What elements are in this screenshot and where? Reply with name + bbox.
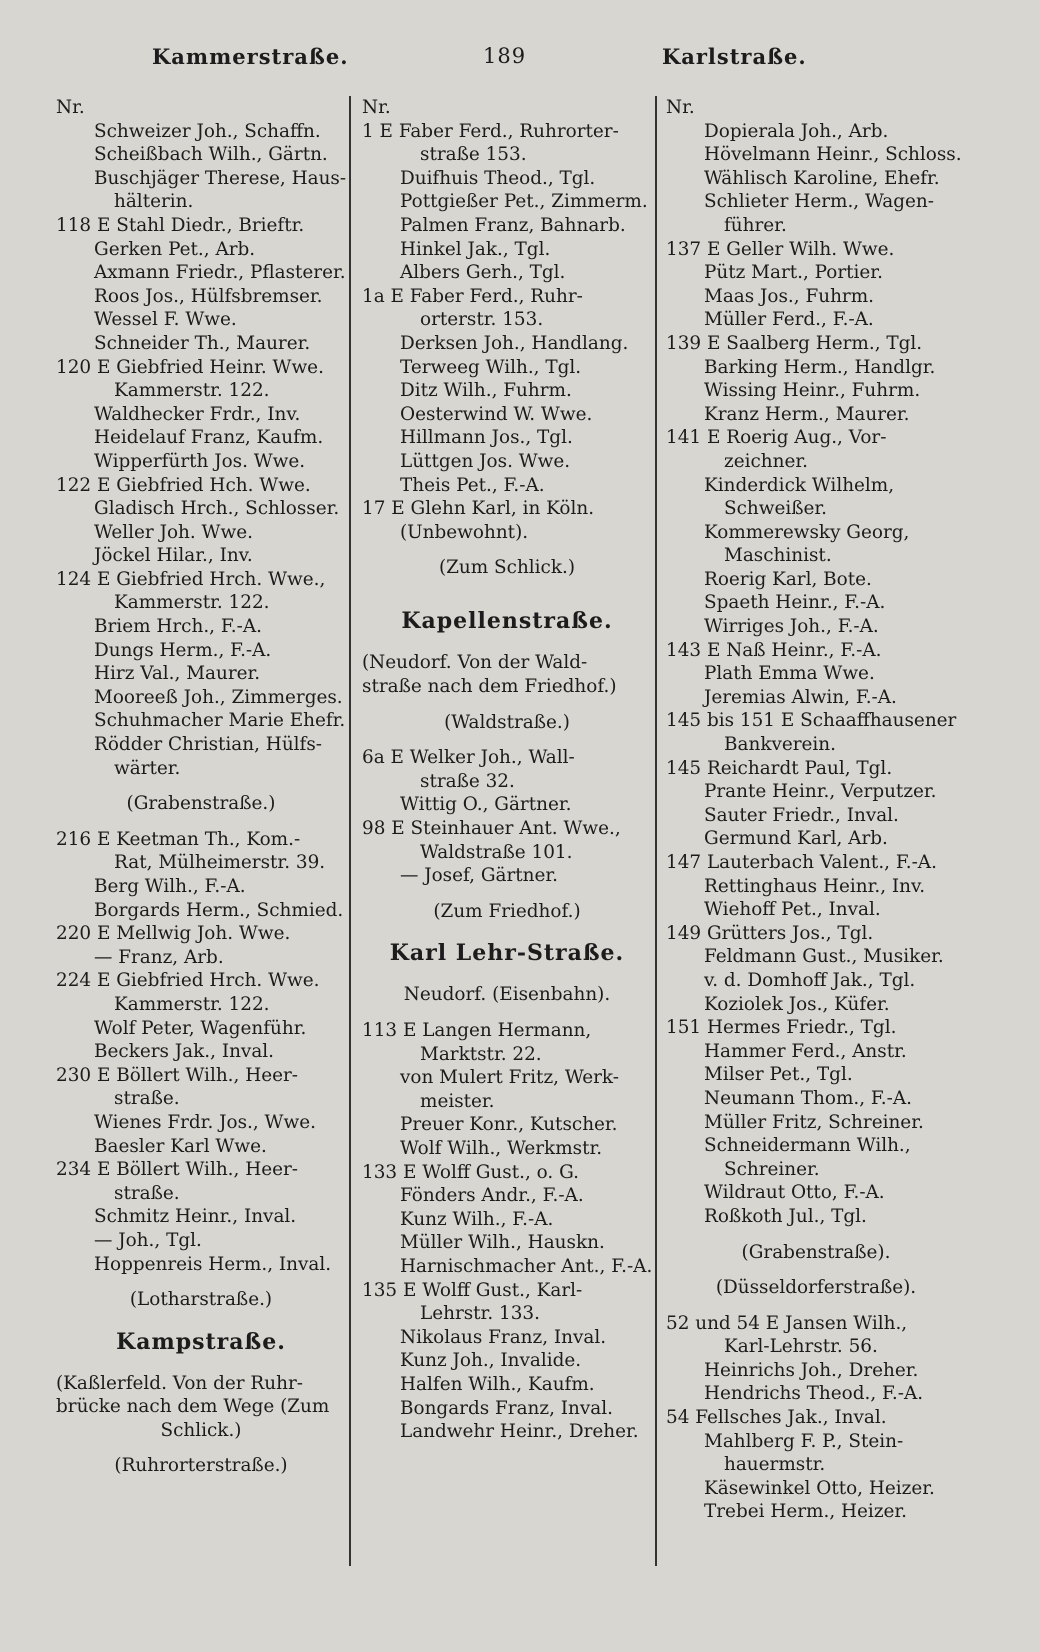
header-right-street: Karlstraße. — [662, 44, 807, 69]
entry-line: Duifhuis Theod., Tgl. — [400, 167, 596, 189]
entry-line: straße 32. — [420, 770, 515, 792]
entry-line: Borgards Herm., Schmied. — [94, 899, 344, 921]
entry-line: 151 Hermes Friedr., Tgl. — [666, 1017, 897, 1039]
entry-line: Karl-Lehrstr. 56. — [724, 1336, 878, 1358]
entry-line: 149 Grütters Jos., Tgl. — [666, 922, 874, 944]
entry-line: Axmann Friedr., Pflasterer. — [94, 262, 346, 284]
entry-line: Albers Gerh., Tgl. — [400, 262, 566, 284]
entry-line: 1a E Faber Ferd., Ruhr- — [362, 285, 583, 307]
entry-line: Kommerewsky Georg, — [704, 521, 910, 543]
entry-line: — Josef, Gärtner. — [400, 865, 559, 887]
entry-line: Gerken Pet., Arb. — [94, 238, 256, 260]
entry-line: Müller Wilh., Hauskn. — [400, 1232, 605, 1254]
entry-line: Kranz Herm., Maurer. — [704, 403, 910, 425]
entry-line: Milser Pet., Tgl. — [704, 1064, 853, 1086]
spacer — [56, 1360, 346, 1372]
entry-line: Koziolek Jos., Küfer. — [704, 993, 890, 1015]
column-2 — [362, 96, 652, 1444]
entry-line: Oesterwind W. Wwe. — [400, 403, 593, 425]
spacer — [362, 734, 652, 746]
entry-line: Spaeth Heinr., F.-A. — [704, 592, 886, 614]
entry-line: Kammerstr. 122. — [114, 592, 270, 614]
entry-line: 6a E Welker Joh., Wall- — [362, 747, 575, 769]
entry-line: meister. — [420, 1090, 495, 1112]
entry-line: orterstr. 153. — [420, 309, 544, 331]
entry-line: 234 E Böllert Wilh., Heer- — [56, 1159, 299, 1181]
entry-line: Käsewinkel Otto, Heizer. — [704, 1477, 935, 1499]
spacer — [56, 780, 346, 792]
entry-line: Mahlberg F. P., Stein- — [704, 1430, 904, 1452]
entry-line: Hirz Val., Maurer. — [94, 663, 261, 685]
entry-line: 118 E Stahl Diedr., Brieftr. — [56, 214, 305, 236]
entry-line: (Lotharstraße.) — [129, 1289, 273, 1311]
spacer — [362, 699, 652, 711]
entry-line: straße 153. — [420, 144, 527, 166]
entry-line: (Waldstraße.) — [444, 711, 570, 733]
entry-line: 17 E Glehn Karl, in Köln. — [362, 498, 595, 520]
spacer — [56, 1312, 346, 1324]
entry-line: Lüttgen Jos. Wwe. — [400, 450, 571, 472]
entry-line: Wirriges Joh., F.-A. — [704, 616, 879, 638]
header-left-street: Kammerstraße. — [152, 44, 349, 69]
spacer — [362, 1007, 652, 1019]
entry-line: Lehrstr. 133. — [420, 1303, 540, 1325]
entry-line: Schreiner. — [724, 1158, 820, 1180]
section-heading: Kapellenstraße. — [401, 608, 613, 635]
entry-line: Kammerstr. 122. — [114, 993, 270, 1015]
entry-line: Roos Jos., Hülfsbremser. — [94, 285, 323, 307]
entry-line: (Kaßlerfeld. Von der Ruhr- — [56, 1372, 303, 1394]
entry-line: Schweißer. — [724, 498, 828, 520]
entry-line: Schweizer Joh., Schaffn. — [94, 120, 321, 142]
entry-line: Landwehr Heinr., Dreher. — [400, 1421, 639, 1443]
entry-line: hauermstr. — [724, 1454, 826, 1476]
entry-line: Trebei Herm., Heizer. — [704, 1501, 908, 1523]
entry-line: 145 Reichardt Paul, Tgl. — [666, 757, 893, 779]
entry-line: Fönders Andr., F.-A. — [400, 1185, 584, 1207]
entry-line: (Neudorf. Von der Wald- — [362, 652, 588, 674]
entry-line: (Ruhrorterstraße.) — [114, 1455, 288, 1477]
entry-line: Feldmann Gust., Musiker. — [704, 946, 944, 968]
entry-line: Schneider Th., Maurer. — [94, 332, 311, 354]
entry-line: 113 E Langen Hermann, — [362, 1020, 592, 1041]
entry-line: 135 E Wolff Gust., Karl- — [362, 1279, 583, 1301]
entry-line: Wittig O., Gärtner. — [400, 794, 572, 816]
spacer — [362, 923, 652, 935]
entry-line: Kunz Wilh., F.-A. — [400, 1208, 554, 1230]
entry-line: Rödder Christian, Hülfs- — [94, 734, 323, 756]
entry-line: (Düsseldorferstraße). — [715, 1277, 917, 1299]
entry-line: Hillmann Jos., Tgl. — [400, 427, 573, 449]
entry-line: Derksen Joh., Handlang. — [400, 332, 629, 354]
entry-line: Waldhecker Frdr., Inv. — [94, 403, 301, 425]
entry-line: Roßkoth Jul., Tgl. — [704, 1205, 867, 1227]
entry-line: Hövelmann Heinr., Schloss. — [704, 144, 962, 166]
entry-line: Schlieter Herm., Wagen- — [704, 191, 934, 213]
entry-line: Jeremias Alwin, F.-A. — [704, 686, 897, 708]
spacer — [56, 1442, 346, 1454]
entry-line: Schlick.) — [160, 1419, 242, 1441]
entry-line: Wiehoff Pet., Inval. — [704, 899, 881, 921]
entry-line: 1 E Faber Ferd., Ruhrorter- — [362, 120, 619, 142]
entry-line: Heinrichs Joh., Dreher. — [704, 1359, 919, 1381]
spacer — [56, 1276, 346, 1288]
entry-line: Wipperfürth Jos. Wwe. — [94, 450, 306, 472]
entry-line: führer. — [724, 214, 787, 236]
entry-line: Nr. — [362, 97, 391, 118]
entry-line: straße nach dem Friedhof.) — [362, 676, 617, 698]
entry-line: Ditz Wilh., Fuhrm. — [400, 380, 572, 402]
entry-line: Müller Fritz, Schreiner. — [704, 1111, 924, 1133]
entry-line: 147 Lauterbach Valent., F.-A. — [666, 852, 937, 873]
section-heading: Kampstraße. — [116, 1328, 286, 1355]
entry-line: Buschjäger Therese, Haus- — [94, 167, 347, 189]
column-3 — [666, 96, 966, 1524]
entry-line: Dopierala Joh., Arb. — [704, 120, 889, 142]
entry-line: straße. — [114, 1088, 180, 1110]
entry-line: Hinkel Jak., Tgl. — [400, 238, 551, 260]
entry-line: Dungs Herm., F.-A. — [94, 639, 272, 661]
entry-line: 124 E Giebfried Hrch. Wwe., — [56, 568, 326, 590]
entry-line: (Grabenstraße.) — [126, 793, 276, 815]
entry-line: Hoppenreis Herm., Inval. — [94, 1253, 332, 1275]
entry-line: Maas Jos., Fuhrm. — [704, 285, 874, 307]
entry-line: Schuhmacher Marie Ehefr. — [94, 710, 346, 732]
entry-line: Scheißbach Wilh., Gärtn. — [94, 144, 328, 166]
entry-line: Mooreeß Joh., Zimmerges. — [94, 686, 343, 708]
entry-line: 98 E Steinhauer Ant. Wwe., — [362, 818, 621, 840]
entry-line: (Zum Schlick.) — [438, 557, 576, 579]
entry-line: Wolf Wilh., Werkmstr. — [400, 1137, 603, 1159]
entry-line: Bongards Franz, Inval. — [400, 1397, 613, 1419]
entry-line: Palmen Franz, Bahnarb. — [400, 214, 626, 236]
entry-line: Baesler Karl Wwe. — [94, 1135, 267, 1157]
entry-line: zeichner. — [724, 450, 808, 472]
entry-line: Roerig Karl, Bote. — [704, 568, 872, 590]
entry-line: (Grabenstraße). — [741, 1241, 891, 1263]
entry-line: Wolf Peter, Wagenführ. — [94, 1017, 307, 1039]
entry-line: 54 Fellsches Jak., Inval. — [666, 1407, 887, 1429]
entry-line: Pottgießer Pet., Zimmerm. — [400, 191, 648, 213]
entry-line: Marktstr. 22. — [420, 1043, 542, 1065]
entry-line: straße. — [114, 1182, 180, 1204]
entry-line: 137 E Geller Wilh. Wwe. — [666, 238, 895, 260]
column-divider-1 — [349, 96, 351, 1566]
entry-line: Rat, Mülheimerstr. 39. — [114, 852, 326, 874]
entry-line: Waldstraße 101. — [420, 841, 573, 863]
entry-line: (Unbewohnt). — [400, 521, 529, 543]
spacer — [362, 544, 652, 556]
entry-line: (Zum Friedhof.) — [433, 900, 581, 922]
entry-line: 230 E Böllert Wilh., Heer- — [56, 1064, 299, 1086]
spacer — [666, 1300, 966, 1312]
entry-line: Bankverein. — [724, 734, 836, 756]
entry-line: 145 bis 151 E Schaaffhausener — [666, 710, 957, 732]
entry-line: Heidelauf Franz, Kaufm. — [94, 427, 324, 449]
entry-line: Pütz Mart., Portier. — [704, 262, 883, 284]
entry-line: Wählisch Karoline, Ehefr. — [704, 167, 940, 189]
entry-line: Hendrichs Theod., F.-A. — [704, 1383, 924, 1405]
entry-line: Schneidermann Wilh., — [704, 1135, 911, 1157]
column-divider-2 — [655, 96, 657, 1566]
entry-line: Maschinist. — [724, 545, 832, 567]
entry-line: Halfen Wilh., Kaufm. — [400, 1373, 595, 1395]
entry-line: Theis Pet., F.-A. — [400, 474, 545, 496]
entry-line: Prante Heinr., Verputzer. — [704, 781, 937, 803]
entry-line: Plath Emma Wwe. — [704, 663, 875, 685]
entry-line: Terweeg Wilh., Tgl. — [400, 356, 582, 378]
entry-line: Müller Ferd., F.-A. — [704, 309, 874, 331]
entry-line: Schmitz Heinr., Inval. — [94, 1206, 297, 1228]
entry-line: v. d. Domhoff Jak., Tgl. — [704, 969, 916, 991]
entry-line: 133 E Wolff Gust., o. G. — [362, 1161, 579, 1183]
column-1 — [56, 96, 346, 1478]
spacer — [362, 888, 652, 900]
entry-line: 52 und 54 E Jansen Wilh., — [666, 1312, 908, 1334]
spacer — [362, 580, 652, 604]
spacer — [56, 816, 346, 828]
entry-line: 139 E Saalberg Herm., Tgl. — [666, 332, 923, 354]
entry-line: — Joh., Tgl. — [94, 1229, 202, 1251]
entry-line: Wienes Frdr. Jos., Wwe. — [94, 1111, 316, 1133]
entry-line: Kinderdick Wilhelm, — [704, 474, 895, 496]
entry-line: Wildraut Otto, F.-A. — [704, 1182, 885, 1204]
entry-line: Beckers Jak., Inval. — [94, 1041, 275, 1063]
entry-line: 141 E Roerig Aug., Vor- — [666, 427, 887, 449]
section-heading: Karl Lehr-Straße. — [389, 940, 625, 967]
entry-line: Sauter Friedr., Inval. — [704, 804, 899, 826]
entry-line: Nr. — [56, 97, 85, 118]
entry-line: Weller Joh. Wwe. — [94, 521, 253, 543]
entry-line: Barking Herm., Handlgr. — [704, 356, 936, 378]
entry-line: 216 E Keetman Th., Kom.- — [56, 828, 301, 850]
entry-line: — Franz, Arb. — [94, 946, 224, 968]
entry-line: Neudorf. (Eisenbahn). — [403, 984, 611, 1006]
entry-line: 120 E Giebfried Heinr. Wwe. — [56, 356, 324, 378]
spacer — [666, 1264, 966, 1276]
entry-line: 122 E Giebfried Hch. Wwe. — [56, 474, 311, 496]
entry-line: Nr. — [666, 97, 695, 118]
spacer — [666, 1229, 966, 1241]
entry-line: 143 E Naß Heinr., F.-A. — [666, 639, 882, 661]
entry-line: hälterin. — [114, 191, 194, 213]
entry-line: Kammerstr. 122. — [114, 380, 270, 402]
page-number: 189 — [483, 44, 527, 68]
entry-line: Kunz Joh., Invalide. — [400, 1350, 582, 1372]
entry-line: von Mulert Fritz, Werk- — [400, 1067, 619, 1089]
entry-line: 220 E Mellwig Joh. Wwe. — [56, 923, 291, 945]
entry-line: 224 E Giebfried Hrch. Wwe. — [56, 970, 320, 992]
entry-line: Wissing Heinr., Fuhrm. — [704, 380, 921, 402]
entry-line: Hammer Ferd., Anstr. — [704, 1040, 907, 1062]
entry-line: Berg Wilh., F.-A. — [94, 876, 246, 897]
spacer — [362, 639, 652, 651]
entry-line: Preuer Konr., Kutscher. — [400, 1114, 618, 1136]
entry-line: brücke nach dem Wege (Zum — [56, 1396, 330, 1418]
spacer — [362, 971, 652, 983]
entry-line: Germund Karl, Arb. — [704, 828, 888, 850]
entry-line: Harnischmacher Ant., F.-A. — [400, 1255, 653, 1277]
entry-line: Wessel F. Wwe. — [94, 309, 237, 331]
entry-line: Rettinghaus Heinr., Inv. — [704, 875, 926, 897]
entry-line: Gladisch Hrch., Schlosser. — [94, 498, 340, 520]
entry-line: Jöckel Hilar., Inv. — [94, 545, 253, 567]
entry-line: Neumann Thom., F.-A. — [704, 1087, 912, 1109]
entry-line: wärter. — [114, 757, 181, 779]
entry-line: Briem Hrch., F.-A. — [94, 616, 262, 638]
entry-line: Nikolaus Franz, Inval. — [400, 1326, 607, 1348]
